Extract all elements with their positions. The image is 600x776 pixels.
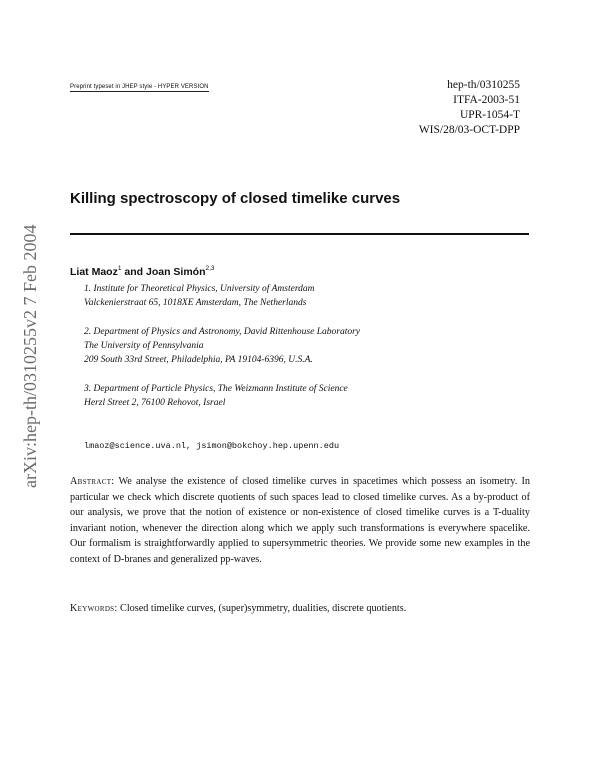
affiliation-line: 209 South 33rd Street, Philadelphia, PA 19104-6396, U.S.A. [84,355,313,365]
author-list [70,262,215,279]
preprint-note: Preprint typeset in JHEP style - HYPER VERSION [70,84,209,90]
affiliation-line: Valckenierstraat 65, 1018XE Amsterdam, The Netherlands [84,298,307,308]
affiliation-line: 2. Department of Physics and Astronomy, David Rittenhouse Laboratory [84,327,361,337]
keywords-label: Keywords: [70,603,118,614]
affiliation-line: The University of Pennsylvania [84,341,204,351]
abstract [70,474,530,568]
email-addresses: lmaoz@science.uva.nl, jsimon@bokchoy.hep.upenn.edu [84,441,340,451]
author-affil-mark: 2,3 [205,265,215,272]
abstract-label: Abstract: [70,476,115,487]
author-name: Joan Simón [145,266,206,278]
keywords [70,601,530,616]
report-id: UPR-1054-T [459,109,520,121]
author-separator: and [124,266,144,278]
paper-title: Killing spectroscopy of closed timelike curves [70,190,401,207]
title-rule [70,233,529,235]
report-id: hep-th/0310255 [447,79,520,91]
author-name: Liat Maoz [70,266,118,278]
author-affil-mark: 1 [117,265,122,272]
report-id: WIS/28/03-OCT-DPP [418,124,520,136]
affiliation-line: Herzl Street 2, 76100 Rehovot, Israel [84,398,226,408]
report-ids [419,78,520,138]
affiliation-1 [84,282,315,310]
arxiv-side-stamp: arXiv:hep-th/0310255v2 7 Feb 2004 [20,224,40,488]
affiliation-line: 3. Department of Particle Physics, The Weizmann Institute of Science [84,384,348,394]
affiliation-line: 1. Institute for Theoretical Physics, University of Amsterdam [84,284,315,294]
abstract-text: We analyse the existence of closed timelike curves in spacetimes which possess an isometry. In particular we check which discrete quotients of such spaces lead to closed timelike curves. As a by-product of our analysis, we prove that the notion of existence or non-existence of closed timelike curves is a T-duality invariant notion, whenever the direction along which we apply such transformations is everywhere spacelike. Our formalism is straightforwardly applied to supersymmetric theories. We provide some new examples in the context of D-branes and generalized pp-waves. [70,476,530,565]
report-id: ITFA-2003-51 [453,94,520,106]
affiliation-2 [84,325,360,367]
affiliation-3 [84,382,348,410]
keywords-text: Closed timelike curves, (super)symmetry, dualities, discrete quotients. [120,603,407,614]
